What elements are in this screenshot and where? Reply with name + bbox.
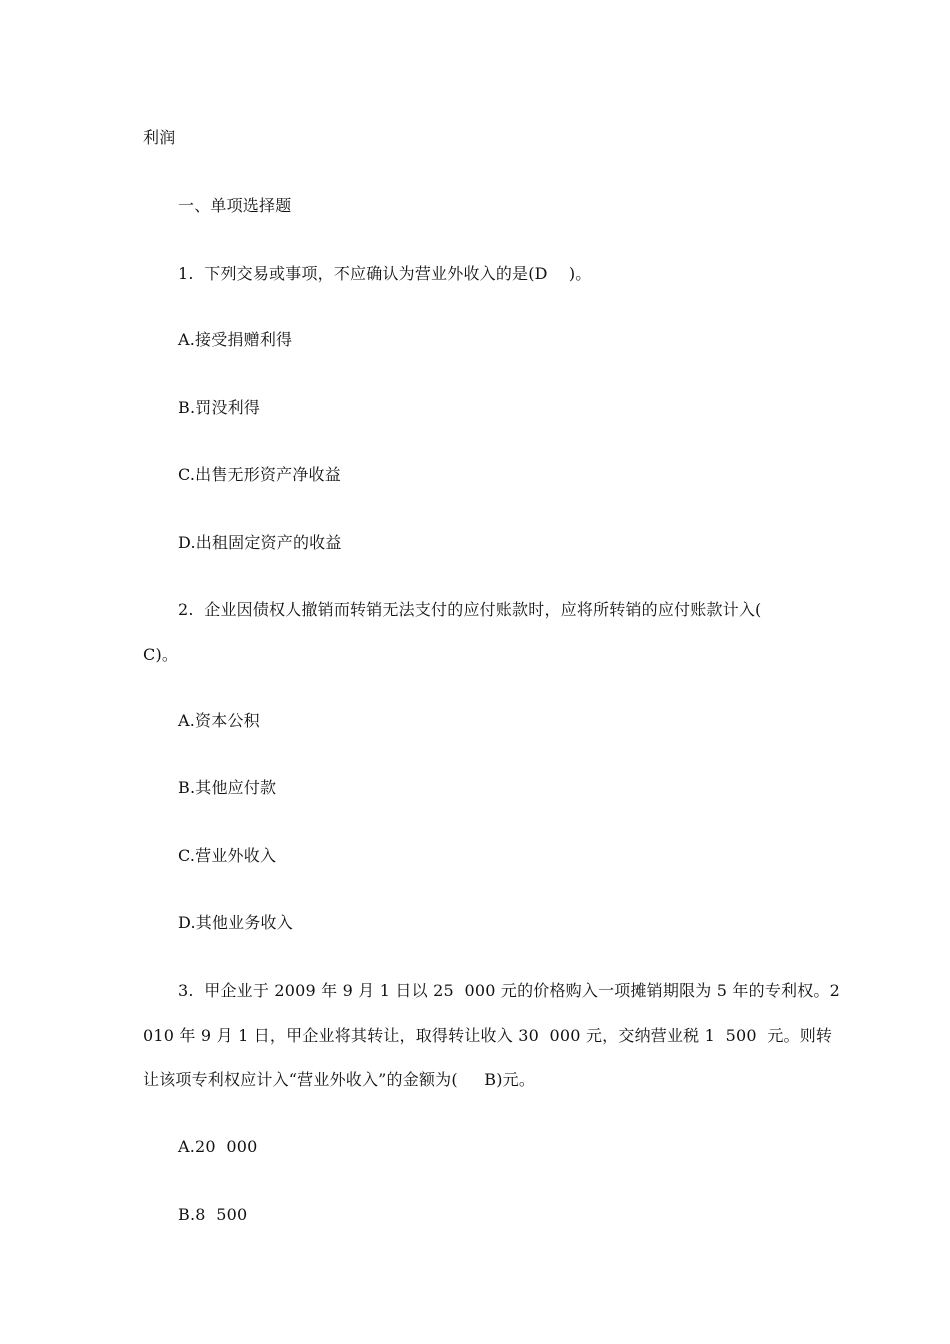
question-1-stem: 1. 下列交易或事项，不应确认为营业外收入的是(D )。 (178, 264, 592, 283)
document-title: 利润 (143, 128, 176, 147)
question-2-stem-line-1: 2. 企业因债权人撤销而转销无法支付的应付账款时，应将所转销的应付账款计入( (178, 600, 762, 619)
section-heading: 一、单项选择题 (178, 196, 292, 215)
question-2-stem-line-2: C)。 (143, 645, 179, 664)
question-1-option-d: D.出租固定资产的收益 (178, 533, 342, 552)
question-3-stem-line-2: 010 年 9 月 1 日，甲企业将其转让，取得转让收入 30 000 元，交纳营业税 1 500 元。则转 (143, 1026, 833, 1045)
question-3-option-b: B.8 500 (178, 1205, 248, 1224)
question-1-option-b: B.罚没利得 (178, 398, 261, 417)
question-2-option-c: C.营业外收入 (178, 846, 277, 865)
question-2-option-b: B.其他应付款 (178, 778, 277, 797)
question-3-stem-line-3: 让该项专利权应计入“营业外收入”的金额为( B)元。 (143, 1070, 536, 1089)
question-2-option-a: A.资本公积 (178, 711, 260, 730)
question-3-stem-line-1: 3. 甲企业于 2009 年 9 月 1 日以 25 000 元的价格购入一项摊销期限为 5 年的专利权。2 (178, 981, 841, 1000)
question-2-option-d: D.其他业务收入 (178, 913, 293, 932)
question-1-option-a: A.接受捐赠利得 (178, 330, 293, 349)
question-3-option-a: A.20 000 (178, 1137, 258, 1156)
question-1-option-c: C.出售无形资产净收益 (178, 465, 341, 484)
